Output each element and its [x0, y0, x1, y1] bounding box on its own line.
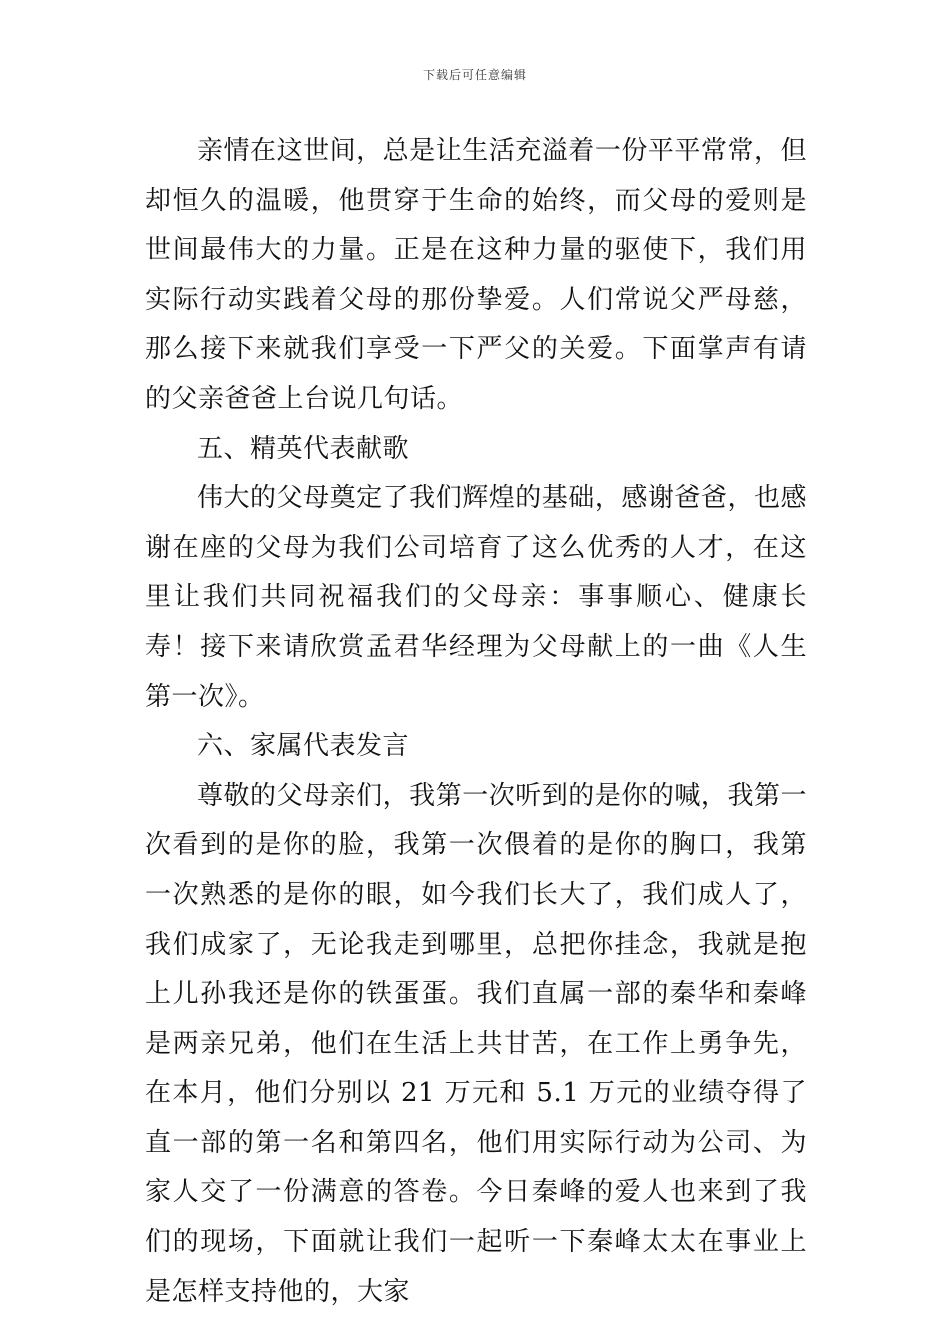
section-heading-elite-song: 五、精英代表献歌 — [197, 433, 410, 464]
paragraph-family-love: 亲情在这世间，总是让生活充溢着一份平平常常，但却恒久的温暖，他贯穿于生命的始终，而父母的爱则是世间最伟大的力量。正是在这种力量的驱使下，我们用实际行动实践着父母的那份挚爱。人们常说父严母慈，那么接下来就我们享受一下严父的关爱。下面掌声有请的父亲爸爸上台说几句话。 — [145, 136, 807, 414]
page-header: 下载后可任意编辑 — [422, 68, 527, 82]
section-heading-family-speech: 六、家属代表发言 — [197, 731, 410, 762]
paragraph-elite-song: 伟大的父母奠定了我们辉煌的基础，感谢爸爸，也感谢在座的父母为我们公司培育了这么优秀的人才，在这里让我们共同祝福我们的父母亲：事事顺心、健康长寿！接下来请欣赏孟君华经理为父母献上的一曲《人生第一次》。 — [145, 483, 807, 712]
document-body — [145, 127, 807, 1317]
paragraph-family-speech: 尊敬的父母亲们，我第一次听到的是你的喊，我第一次看到的是你的脸，我第一次偎着的是你的胸口，我第一次熟悉的是你的眼，如今我们长大了，我们成人了，我们成家了，无论我走到哪里，总把你挂念，我就是抱上儿孙我还是你的铁蛋蛋。我们直属一部的秦华和秦峰是两亲兄弟，他们在生活上共甘苦，在工作上勇争先，在本月，他们分别以 21 万元和 5.1 万元的业绩夺得了直一部的第一名和第四名，他们用实际行动为公司、为家人交了一份满意的答卷。今日秦峰的爱人也来到了我们的现场，下面就让我们一起听一下秦峰太太在事业上是怎样支持他的，大家 — [145, 780, 807, 1307]
